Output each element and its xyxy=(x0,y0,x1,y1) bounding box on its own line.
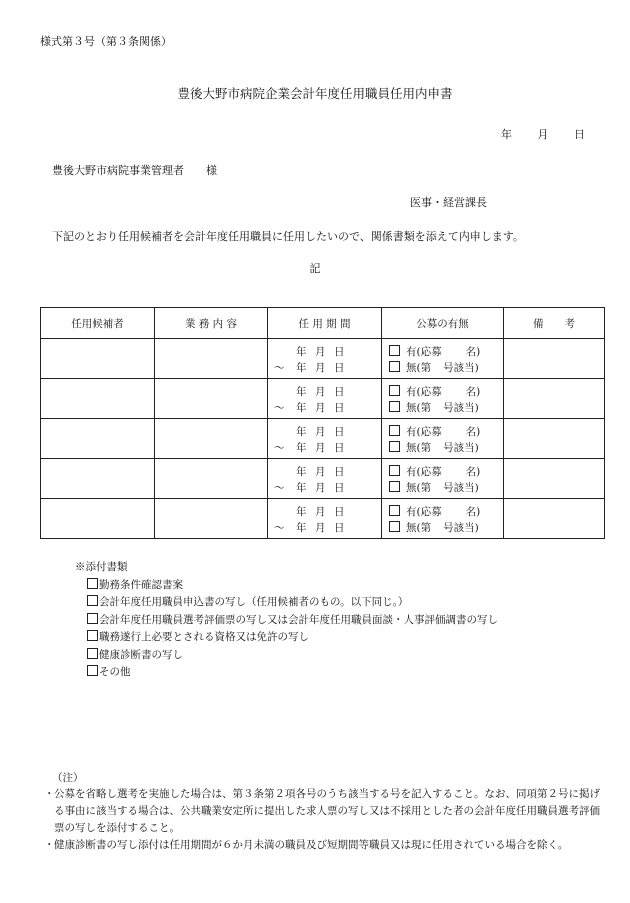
bullet-icon: ・ xyxy=(44,788,55,800)
header-candidate: 任用候補者 xyxy=(41,308,155,339)
bullet-icon: ・ xyxy=(44,839,55,851)
recruitment-cell: 有(応募 名) 無(第 号該当) xyxy=(382,459,504,499)
candidate-cell[interactable] xyxy=(41,379,155,419)
header-public-recruitment: 公募の有無 xyxy=(382,308,504,339)
table-row xyxy=(41,339,605,379)
remarks-cell[interactable] xyxy=(504,459,605,499)
date-year-label: 年 xyxy=(501,128,512,141)
note-item: ・ 公募を省略し選考を実施した場合は、第３条第２項各号のうち該当する号を記入すること。なお、同項第２号に掲げる事由に該当する場合は、公共職業安定所に提出した求人票の写し又は不採用とした者の会計年度任用職員選考評価票の写しを添付すること。 xyxy=(44,788,600,834)
attachments-heading: ※添付書類 xyxy=(75,561,128,573)
sender: 医事・経営課長 xyxy=(410,196,487,209)
tilde-mark: ～ xyxy=(274,402,285,414)
ki-heading: 記 xyxy=(309,262,321,275)
addressee-name: 豊後大野市病院事業管理者 xyxy=(52,164,184,177)
candidate-cell[interactable] xyxy=(41,419,155,459)
date-day-label: 日 xyxy=(574,128,585,141)
candidate-cell[interactable] xyxy=(41,459,155,499)
attachment-item: 勤務条件確認書案 xyxy=(75,577,498,595)
remarks-cell[interactable] xyxy=(504,379,605,419)
recruitment-no-checkbox[interactable] xyxy=(389,361,400,372)
checkbox-icon xyxy=(87,648,98,659)
form-number: 様式第３号（第３条関係） xyxy=(40,35,172,48)
attachment-item: 職務遂行上必要とされる資格又は免許の写し xyxy=(75,629,498,647)
appointment-table xyxy=(40,307,605,539)
remarks-cell[interactable] xyxy=(504,419,605,459)
header-remarks: 備 考 xyxy=(504,308,605,339)
attachments-section xyxy=(75,559,498,682)
tilde-mark: ～ xyxy=(274,442,285,454)
recruitment-yes-label: 有(応募 xyxy=(406,346,442,358)
checkbox-icon xyxy=(87,595,98,606)
date-month-label: 月 xyxy=(537,128,549,141)
notes-section xyxy=(44,786,604,854)
recruitment-yes-label: 有(応募 xyxy=(406,506,442,518)
duties-cell[interactable] xyxy=(155,459,268,499)
recruitment-yes-label: 有(応募 xyxy=(406,466,442,478)
table-row xyxy=(41,419,605,459)
table-header-row xyxy=(41,308,605,339)
attachment-item: 会計年度任用職員選考評価票の写し又は会計年度任用職員面談・人事評価調書の写し xyxy=(75,612,498,630)
recruitment-yes-label: 有(応募 xyxy=(406,386,442,398)
recruitment-no-label: 無(第 xyxy=(406,522,432,534)
table-row xyxy=(41,499,605,539)
recruitment-no-label: 無(第 xyxy=(406,482,432,494)
table-row xyxy=(41,459,605,499)
attachment-item: 健康診断書の写し xyxy=(75,647,498,665)
duties-cell[interactable] xyxy=(155,419,268,459)
notes-heading: （注） xyxy=(52,772,84,784)
attachment-item: その他 xyxy=(75,664,498,682)
date-line xyxy=(479,126,585,142)
duties-cell[interactable] xyxy=(155,499,268,539)
period-cell[interactable]: 年 月 日 ～ 年 月 日 xyxy=(268,459,382,499)
duties-cell[interactable] xyxy=(155,339,268,379)
recruitment-no-label: 無(第 xyxy=(406,402,432,414)
header-duties: 業 務 内 容 xyxy=(155,308,268,339)
recruitment-yes-checkbox[interactable] xyxy=(389,505,400,516)
attachment-item: 会計年度任用職員申込書の写し（任用候補者のもの。以下同じ。） xyxy=(75,594,498,612)
addressee xyxy=(52,162,217,178)
checkbox-icon xyxy=(87,630,98,641)
recruitment-yes-label: 有(応募 xyxy=(406,426,442,438)
recruitment-no-checkbox[interactable] xyxy=(389,441,400,452)
tilde-mark: ～ xyxy=(274,482,285,494)
period-cell[interactable]: 年 月 日 ～ 年 月 日 xyxy=(268,339,382,379)
remarks-cell[interactable] xyxy=(504,339,605,379)
remarks-cell[interactable] xyxy=(504,499,605,539)
checkbox-icon xyxy=(87,665,98,676)
body-text: 下記のとおり任用候補者を会計年度任用職員に任用したいので、関係書類を添えて内申します。 xyxy=(52,230,524,243)
candidate-cell[interactable] xyxy=(41,339,155,379)
recruitment-yes-checkbox[interactable] xyxy=(389,425,400,436)
recruitment-cell: 有(応募 名) 無(第 号該当) xyxy=(382,379,504,419)
recruitment-no-checkbox[interactable] xyxy=(389,401,400,412)
duties-cell[interactable] xyxy=(155,379,268,419)
recruitment-yes-checkbox[interactable] xyxy=(389,345,400,356)
header-period: 任 用 期 間 xyxy=(268,308,382,339)
recruitment-cell: 有(応募 名) 無(第 号該当) xyxy=(382,339,504,379)
recruitment-cell: 有(応募 名) 無(第 号該当) xyxy=(382,499,504,539)
recruitment-yes-checkbox[interactable] xyxy=(389,465,400,476)
note-item: ・ 健康診断書の写し添付は任用期間が６か月未満の職員及び短期間等職員又は現に任用されている場合を除く。 xyxy=(44,837,604,854)
recruitment-no-label: 無(第 xyxy=(406,442,432,454)
document-title: 豊後大野市病院企業会計年度任用職員任用内申書 xyxy=(177,86,453,101)
recruitment-yes-checkbox[interactable] xyxy=(389,385,400,396)
tilde-mark: ～ xyxy=(274,522,285,534)
candidate-cell[interactable] xyxy=(41,499,155,539)
table-row xyxy=(41,379,605,419)
period-cell[interactable]: 年 月 日 ～ 年 月 日 xyxy=(268,379,382,419)
checkbox-icon xyxy=(87,578,98,589)
recruitment-cell: 有(応募 名) 無(第 号該当) xyxy=(382,419,504,459)
checkbox-icon xyxy=(87,613,98,624)
period-cell[interactable]: 年 月 日 ～ 年 月 日 xyxy=(268,419,382,459)
period-cell[interactable]: 年 月 日 ～ 年 月 日 xyxy=(268,499,382,539)
recruitment-no-checkbox[interactable] xyxy=(389,521,400,532)
tilde-mark: ～ xyxy=(274,362,285,374)
recruitment-no-checkbox[interactable] xyxy=(389,481,400,492)
addressee-honorific: 様 xyxy=(206,164,217,177)
recruitment-no-label: 無(第 xyxy=(406,362,432,374)
